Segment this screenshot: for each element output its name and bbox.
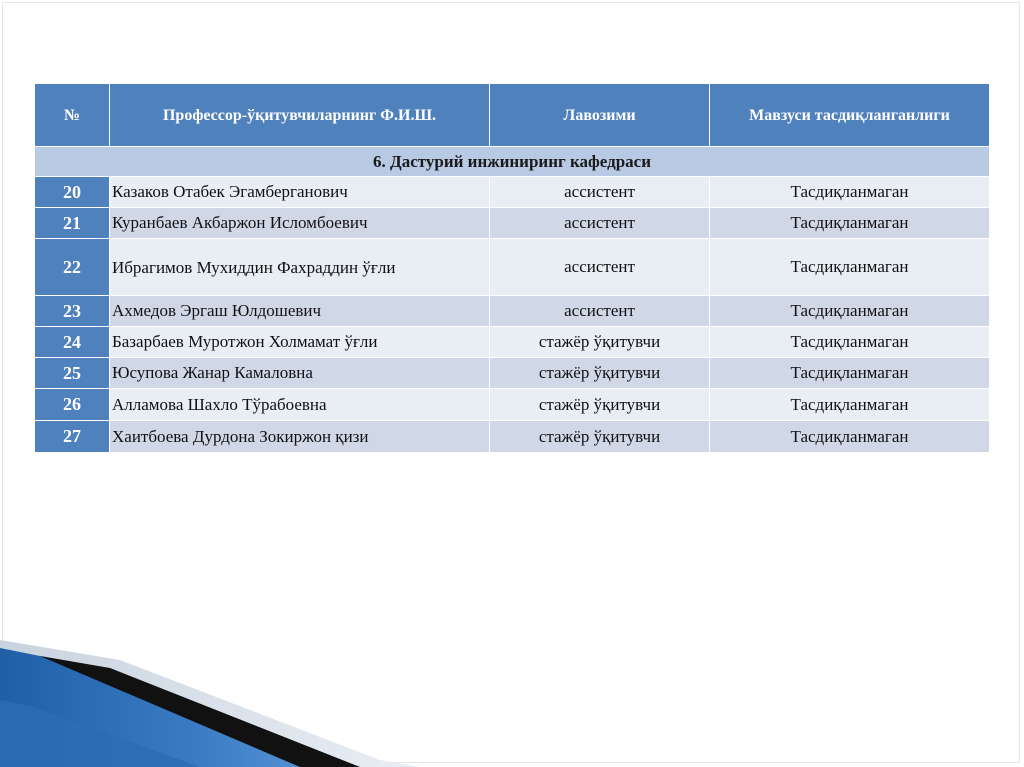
- row-name: Хаитбоева Дурдона Зокиржон қизи: [110, 421, 490, 453]
- row-number: 27: [35, 421, 110, 453]
- table-row: [35, 177, 990, 208]
- row-status: Тасдиқланмаган: [710, 208, 990, 239]
- table-row: [35, 327, 990, 358]
- table-row: [35, 208, 990, 239]
- department-title: 6. Дастурий инжиниринг кафедраси: [35, 147, 990, 177]
- row-status: Тасдиқланмаган: [710, 358, 990, 389]
- row-number: 25: [35, 358, 110, 389]
- row-number: 21: [35, 208, 110, 239]
- row-position: ассистент: [490, 177, 710, 208]
- row-name: Алламова Шахло Тўрабоевна: [110, 389, 490, 421]
- row-position: стажёр ўқитувчи: [490, 389, 710, 421]
- staff-table: [34, 83, 990, 453]
- row-status: Тасдиқланмаган: [710, 296, 990, 327]
- row-position: ассистент: [490, 239, 710, 296]
- table-row: [35, 421, 990, 453]
- row-name: Юсупова Жанар Камаловна: [110, 358, 490, 389]
- table-row: [35, 358, 990, 389]
- row-position: стажёр ўқитувчи: [490, 358, 710, 389]
- row-name: Куранбаев Акбаржон Исломбоевич: [110, 208, 490, 239]
- table-row: [35, 239, 990, 296]
- row-position: стажёр ўқитувчи: [490, 421, 710, 453]
- row-name: Ахмедов Эргаш Юлдошевич: [110, 296, 490, 327]
- row-name: Казаков Отабек Эгамберганович: [110, 177, 490, 208]
- row-name-text: Ибрагимов Мухиддин Фахраддин ўғли: [112, 257, 396, 277]
- row-name: Базарбаев Муротжон Холмамат ўғли: [110, 327, 490, 358]
- table-row: [35, 389, 990, 421]
- header-position: Лавозими: [490, 84, 710, 147]
- table-header-row: [35, 84, 990, 147]
- header-number: №: [35, 84, 110, 147]
- table-row: [35, 296, 990, 327]
- row-number: 22: [35, 239, 110, 296]
- row-number: 26: [35, 389, 110, 421]
- row-number: 20: [35, 177, 110, 208]
- row-position: ассистент: [490, 208, 710, 239]
- header-topic-status: Мавзуси тасдиқланганлиги: [710, 84, 990, 147]
- row-name: [110, 239, 490, 296]
- row-status: Тасдиқланмаган: [710, 389, 990, 421]
- row-status: Тасдиқланмаган: [710, 239, 990, 296]
- row-status: Тасдиқланмаган: [710, 421, 990, 453]
- header-full-name: Профессор-ўқитувчиларнинг Ф.И.Ш.: [110, 84, 490, 147]
- row-position: ассистент: [490, 296, 710, 327]
- row-position: стажёр ўқитувчи: [490, 327, 710, 358]
- row-status: Тасдиқланмаган: [710, 177, 990, 208]
- row-number: 23: [35, 296, 110, 327]
- row-status: Тасдиқланмаган: [710, 327, 990, 358]
- row-number: 24: [35, 327, 110, 358]
- department-row: [35, 147, 990, 177]
